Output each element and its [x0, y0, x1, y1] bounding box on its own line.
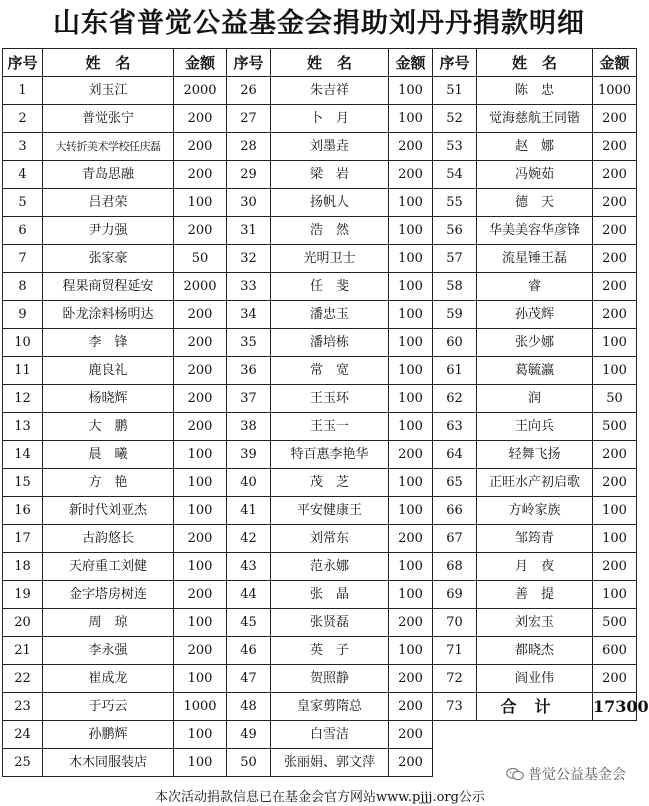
donor-name: 普觉张宁 — [43, 105, 174, 133]
table-row — [3, 693, 637, 721]
table-row — [3, 721, 637, 749]
donation-amount: 200 — [593, 245, 637, 273]
row-number: 34 — [227, 301, 271, 329]
donation-amount: 100 — [174, 721, 227, 749]
row-number: 42 — [227, 525, 271, 553]
donation-amount: 100 — [174, 497, 227, 525]
table-row — [3, 525, 637, 553]
donation-amount: 200 — [389, 161, 433, 189]
donor-name: 德 天 — [477, 189, 593, 217]
donor-name: 新时代刘亚杰 — [43, 497, 174, 525]
table-row — [3, 217, 637, 245]
donation-amount: 200 — [389, 525, 433, 553]
row-number: 19 — [3, 581, 43, 609]
donation-amount: 50 — [174, 245, 227, 273]
row-number: 47 — [227, 665, 271, 693]
row-number: 38 — [227, 413, 271, 441]
donor-name: 周 琼 — [43, 609, 174, 637]
donor-name: 杨晓辉 — [43, 385, 174, 413]
table-row — [3, 133, 637, 161]
total-amount: 17300 — [593, 693, 637, 721]
table-row — [3, 329, 637, 357]
donor-name: 刘常东 — [271, 525, 389, 553]
donor-name: 白雪洁 — [271, 721, 389, 749]
donation-amount: 2000 — [174, 273, 227, 301]
row-number: 17 — [3, 525, 43, 553]
row-number: 1 — [3, 77, 43, 105]
row-number: 43 — [227, 553, 271, 581]
table-row — [3, 581, 637, 609]
donor-name: 王玉一 — [271, 413, 389, 441]
table-row — [3, 105, 637, 133]
row-number: 44 — [227, 581, 271, 609]
donation-amount: 100 — [389, 469, 433, 497]
row-number: 29 — [227, 161, 271, 189]
table-row — [3, 441, 637, 469]
table-row — [3, 357, 637, 385]
donor-name: 大转折美术学校任庆磊 — [43, 133, 174, 161]
header-amount: 金额 — [389, 49, 433, 77]
donation-amount: 600 — [593, 637, 637, 665]
donor-name: 刘墨垚 — [271, 133, 389, 161]
donation-amount: 200 — [593, 189, 637, 217]
donation-amount: 200 — [593, 273, 637, 301]
donor-name: 茂 芝 — [271, 469, 389, 497]
donor-name: 葛毓瀛 — [477, 357, 593, 385]
donor-name: 刘宏玉 — [477, 609, 593, 637]
header-name: 姓 名 — [477, 49, 593, 77]
row-number: 30 — [227, 189, 271, 217]
donation-amount: 100 — [389, 637, 433, 665]
donor-name: 赵 娜 — [477, 133, 593, 161]
row-number: 49 — [227, 721, 271, 749]
total-row-number: 73 — [433, 693, 477, 721]
row-number: 35 — [227, 329, 271, 357]
row-number: 13 — [3, 413, 43, 441]
donor-name: 朱吉祥 — [271, 77, 389, 105]
donor-name: 平安健康王 — [271, 497, 389, 525]
donation-amount: 100 — [389, 413, 433, 441]
donor-name: 方 艳 — [43, 469, 174, 497]
donor-name: 阎业伟 — [477, 665, 593, 693]
donor-name: 卧龙涂料杨明达 — [43, 301, 174, 329]
donation-table — [2, 48, 649, 777]
donor-name: 张少娜 — [477, 329, 593, 357]
donor-name: 邹筠青 — [477, 525, 593, 553]
watermark-text: 普觉公益基金会 — [528, 767, 626, 783]
donor-name: 尹力强 — [43, 217, 174, 245]
row-number: 31 — [227, 217, 271, 245]
table-row — [3, 637, 637, 665]
row-number: 62 — [433, 385, 477, 413]
donation-amount: 100 — [389, 273, 433, 301]
row-number: 16 — [3, 497, 43, 525]
table-row — [3, 77, 637, 105]
row-number: 21 — [3, 637, 43, 665]
donation-amount: 1000 — [593, 77, 637, 105]
row-number: 59 — [433, 301, 477, 329]
donor-name: 浩 然 — [271, 217, 389, 245]
table-header-row — [3, 49, 637, 77]
donation-amount: 200 — [593, 469, 637, 497]
row-number: 69 — [433, 581, 477, 609]
donor-name: 孙茂辉 — [477, 301, 593, 329]
row-number: 27 — [227, 105, 271, 133]
row-number: 24 — [3, 721, 43, 749]
row-number: 46 — [227, 637, 271, 665]
row-number: 11 — [3, 357, 43, 385]
row-number: 65 — [433, 469, 477, 497]
donor-name: 王玉环 — [271, 385, 389, 413]
donation-amount: 100 — [174, 441, 227, 469]
row-number: 68 — [433, 553, 477, 581]
row-number: 18 — [3, 553, 43, 581]
donation-amount: 200 — [174, 385, 227, 413]
row-number: 7 — [3, 245, 43, 273]
donor-name: 善 提 — [477, 581, 593, 609]
row-number: 54 — [433, 161, 477, 189]
row-number: 32 — [227, 245, 271, 273]
header-amount: 金额 — [593, 49, 637, 77]
donor-name: 吕君荣 — [43, 189, 174, 217]
donor-name: 方岭家族 — [477, 497, 593, 525]
table-row — [3, 413, 637, 441]
donation-amount: 100 — [174, 749, 227, 777]
donation-amount: 100 — [389, 301, 433, 329]
donor-name: 大 鹏 — [43, 413, 174, 441]
row-number: 22 — [3, 665, 43, 693]
donation-amount: 100 — [389, 329, 433, 357]
table-row — [3, 665, 637, 693]
row-number: 3 — [3, 133, 43, 161]
donation-amount: 200 — [389, 609, 433, 637]
donor-name: 刘玉江 — [43, 77, 174, 105]
donation-amount: 200 — [389, 721, 433, 749]
donation-amount: 100 — [174, 469, 227, 497]
row-number: 55 — [433, 189, 477, 217]
wechat-watermark — [506, 764, 626, 784]
row-number: 5 — [3, 189, 43, 217]
row-number: 58 — [433, 273, 477, 301]
donation-amount: 100 — [174, 665, 227, 693]
donation-amount: 100 — [593, 525, 637, 553]
table-row — [3, 189, 637, 217]
donor-name: 崔成龙 — [43, 665, 174, 693]
row-number: 60 — [433, 329, 477, 357]
donation-amount: 100 — [389, 553, 433, 581]
row-number: 70 — [433, 609, 477, 637]
row-number: 36 — [227, 357, 271, 385]
row-number: 23 — [3, 693, 43, 721]
donation-amount: 200 — [593, 133, 637, 161]
donor-name: 皇家剪隋总 — [271, 693, 389, 721]
row-number: 57 — [433, 245, 477, 273]
donor-name: 张丽娟、郭文萍 — [271, 749, 389, 777]
donation-amount: 200 — [174, 637, 227, 665]
donor-name: 贺照静 — [271, 665, 389, 693]
donation-amount: 200 — [174, 105, 227, 133]
row-number: 48 — [227, 693, 271, 721]
donor-name: 范永娜 — [271, 553, 389, 581]
donor-name: 觉海慈航王同锴 — [477, 105, 593, 133]
donation-amount: 100 — [389, 189, 433, 217]
donation-amount: 500 — [593, 413, 637, 441]
header-name: 姓 名 — [43, 49, 174, 77]
row-number: 9 — [3, 301, 43, 329]
donation-amount: 50 — [593, 385, 637, 413]
header-name: 姓 名 — [271, 49, 389, 77]
row-number: 39 — [227, 441, 271, 469]
donor-name: 月 夜 — [477, 553, 593, 581]
donor-name: 张 晶 — [271, 581, 389, 609]
donor-name: 孙鹏辉 — [43, 721, 174, 749]
donation-amount: 100 — [389, 77, 433, 105]
table-row — [3, 553, 637, 581]
donation-amount: 200 — [174, 133, 227, 161]
row-number: 33 — [227, 273, 271, 301]
row-number: 50 — [227, 749, 271, 777]
row-number: 20 — [3, 609, 43, 637]
donor-name: 卜 月 — [271, 105, 389, 133]
donation-amount: 100 — [174, 189, 227, 217]
donation-amount: 200 — [174, 581, 227, 609]
donation-amount: 100 — [389, 105, 433, 133]
donation-amount: 200 — [174, 413, 227, 441]
total-label: 合计 — [477, 693, 593, 721]
donor-name: 任 斐 — [271, 273, 389, 301]
donation-amount: 100 — [389, 385, 433, 413]
donation-amount: 100 — [593, 357, 637, 385]
donor-name: 英 子 — [271, 637, 389, 665]
donation-amount: 2000 — [174, 77, 227, 105]
donation-amount: 100 — [389, 497, 433, 525]
donation-amount: 100 — [593, 329, 637, 357]
row-number: 72 — [433, 665, 477, 693]
donor-name: 鹿良礼 — [43, 357, 174, 385]
donor-name: 正旺水产初启歌 — [477, 469, 593, 497]
donor-name: 陈 忠 — [477, 77, 593, 105]
row-number: 12 — [3, 385, 43, 413]
donor-name: 张贤磊 — [271, 609, 389, 637]
donor-name: 轻舞飞扬 — [477, 441, 593, 469]
donor-name: 天府重工刘健 — [43, 553, 174, 581]
row-number: 26 — [227, 77, 271, 105]
donor-name: 睿 — [477, 273, 593, 301]
donor-name: 特百惠李艳华 — [271, 441, 389, 469]
row-number: 14 — [3, 441, 43, 469]
row-number: 6 — [3, 217, 43, 245]
row-number: 67 — [433, 525, 477, 553]
donation-amount: 100 — [174, 609, 227, 637]
donor-name: 金字塔房树连 — [43, 581, 174, 609]
donation-amount: 200 — [593, 217, 637, 245]
row-number: 66 — [433, 497, 477, 525]
donor-name: 潘忠玉 — [271, 301, 389, 329]
donor-name: 青岛思融 — [43, 161, 174, 189]
donation-amount: 200 — [389, 133, 433, 161]
row-number: 15 — [3, 469, 43, 497]
donation-amount: 500 — [593, 609, 637, 637]
row-number: 10 — [3, 329, 43, 357]
donation-amount: 200 — [593, 441, 637, 469]
table-row — [3, 609, 637, 637]
row-number: 40 — [227, 469, 271, 497]
header-no: 序号 — [433, 49, 477, 77]
row-number: 56 — [433, 217, 477, 245]
donor-name: 张家豪 — [43, 245, 174, 273]
donor-name: 扬帆人 — [271, 189, 389, 217]
row-number: 63 — [433, 413, 477, 441]
table-row — [3, 245, 637, 273]
donor-name: 木木同服装店 — [43, 749, 174, 777]
donor-name: 流星锤王磊 — [477, 245, 593, 273]
donation-amount: 100 — [389, 357, 433, 385]
donation-amount: 200 — [174, 525, 227, 553]
donor-name: 润 — [477, 385, 593, 413]
donation-amount: 100 — [593, 581, 637, 609]
donor-name: 李 锋 — [43, 329, 174, 357]
donation-amount: 1000 — [174, 693, 227, 721]
donor-name: 常 宽 — [271, 357, 389, 385]
donation-amount: 100 — [593, 497, 637, 525]
donor-name: 王向兵 — [477, 413, 593, 441]
donation-amount: 200 — [174, 329, 227, 357]
table-row — [3, 497, 637, 525]
row-number: 45 — [227, 609, 271, 637]
table-row — [3, 161, 637, 189]
row-number: 2 — [3, 105, 43, 133]
row-number: 8 — [3, 273, 43, 301]
donation-amount: 200 — [389, 693, 433, 721]
header-amount: 金额 — [174, 49, 227, 77]
row-number: 61 — [433, 357, 477, 385]
donation-amount: 200 — [174, 161, 227, 189]
row-number: 51 — [433, 77, 477, 105]
row-number: 53 — [433, 133, 477, 161]
row-number: 4 — [3, 161, 43, 189]
header-no: 序号 — [3, 49, 43, 77]
header-no: 序号 — [227, 49, 271, 77]
table-row — [3, 385, 637, 413]
donation-amount: 200 — [174, 301, 227, 329]
donation-amount: 100 — [389, 245, 433, 273]
row-number: 25 — [3, 749, 43, 777]
donor-name: 冯婉茹 — [477, 161, 593, 189]
donation-amount: 200 — [389, 441, 433, 469]
footer-note: 本次活动捐款信息已在基金会官方网站www.pjjj.org公示 — [155, 790, 485, 805]
row-number: 64 — [433, 441, 477, 469]
row-number: 41 — [227, 497, 271, 525]
donation-amount: 200 — [593, 665, 637, 693]
donation-amount: 200 — [593, 161, 637, 189]
donation-amount: 200 — [174, 217, 227, 245]
donor-name: 都晓杰 — [477, 637, 593, 665]
donation-amount: 200 — [593, 301, 637, 329]
row-number: 37 — [227, 385, 271, 413]
donation-amount: 100 — [389, 581, 433, 609]
donor-name: 晨 曦 — [43, 441, 174, 469]
table-row — [3, 469, 637, 497]
donor-name: 光明卫士 — [271, 245, 389, 273]
donation-amount: 200 — [593, 553, 637, 581]
table-row — [3, 301, 637, 329]
page-title: 山东省普觉公益基金会捐助刘丹丹捐款明细 — [53, 8, 585, 39]
donation-amount: 200 — [389, 749, 433, 777]
donation-amount: 200 — [593, 105, 637, 133]
donor-name: 华美美容华彦锋 — [477, 217, 593, 245]
wechat-icon — [506, 767, 524, 781]
donor-name: 梁 岩 — [271, 161, 389, 189]
donation-amount: 100 — [389, 217, 433, 245]
donor-name: 于巧云 — [43, 693, 174, 721]
donation-amount: 200 — [174, 357, 227, 385]
donor-name: 程果商贸程延安 — [43, 273, 174, 301]
donation-amount: 200 — [389, 665, 433, 693]
table-row — [3, 273, 637, 301]
donor-name: 古韵悠长 — [43, 525, 174, 553]
donation-amount: 100 — [174, 553, 227, 581]
row-number: 71 — [433, 637, 477, 665]
donor-name: 李永强 — [43, 637, 174, 665]
row-number: 52 — [433, 105, 477, 133]
donor-name: 潘培栋 — [271, 329, 389, 357]
row-number: 28 — [227, 133, 271, 161]
